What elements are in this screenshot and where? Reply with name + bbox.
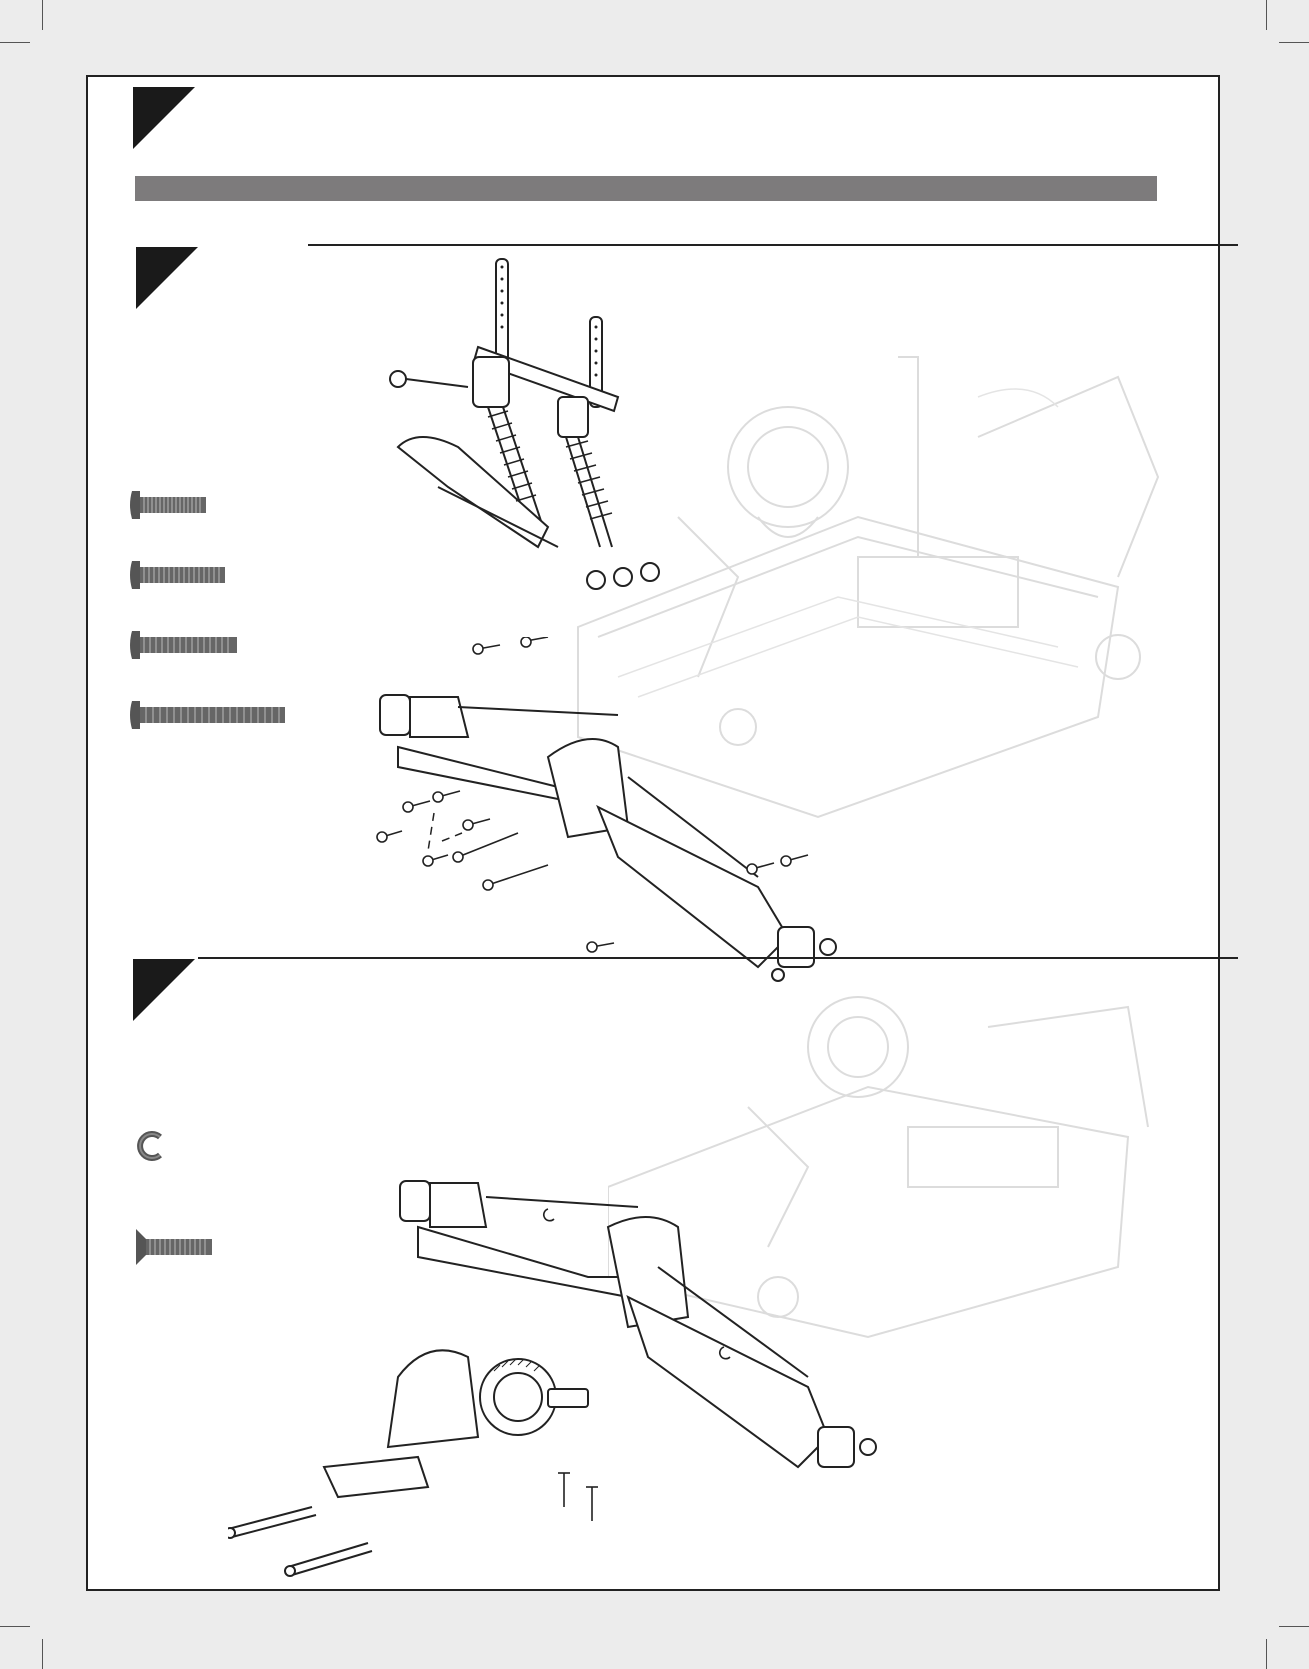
rear-suspension-arm-illustration <box>358 637 878 1017</box>
step-2-number-triangle <box>133 959 195 1021</box>
section-title-bar <box>135 176 1157 201</box>
step-1-number-triangle <box>136 247 198 309</box>
crop-mark-top-right-v <box>1266 0 1267 30</box>
button-head-screw-xlong-icon <box>128 697 288 733</box>
crop-mark-top-left-h <box>0 42 30 43</box>
e-clip-icon <box>134 1129 168 1163</box>
crop-mark-bottom-right-h <box>1279 1626 1309 1627</box>
crop-mark-bottom-left-h <box>0 1626 30 1627</box>
button-head-screw-short-icon <box>128 487 208 523</box>
manual-page <box>86 75 1220 1591</box>
rear-shock-tower-illustration <box>378 247 798 647</box>
crop-mark-bottom-right-v <box>1266 1639 1267 1669</box>
crop-mark-bottom-left-v <box>42 1639 43 1669</box>
crop-mark-top-right-h <box>1279 42 1309 43</box>
button-head-screw-long-icon <box>128 627 240 663</box>
flat-head-screw-icon <box>134 1227 214 1267</box>
step-1-divider <box>308 244 1238 246</box>
step-2-divider <box>198 957 1238 959</box>
section-number-triangle <box>133 87 195 149</box>
crop-mark-top-left-v <box>42 0 43 30</box>
rear-gearbox-illustration <box>228 1167 948 1587</box>
button-head-screw-medium-icon <box>128 557 228 593</box>
